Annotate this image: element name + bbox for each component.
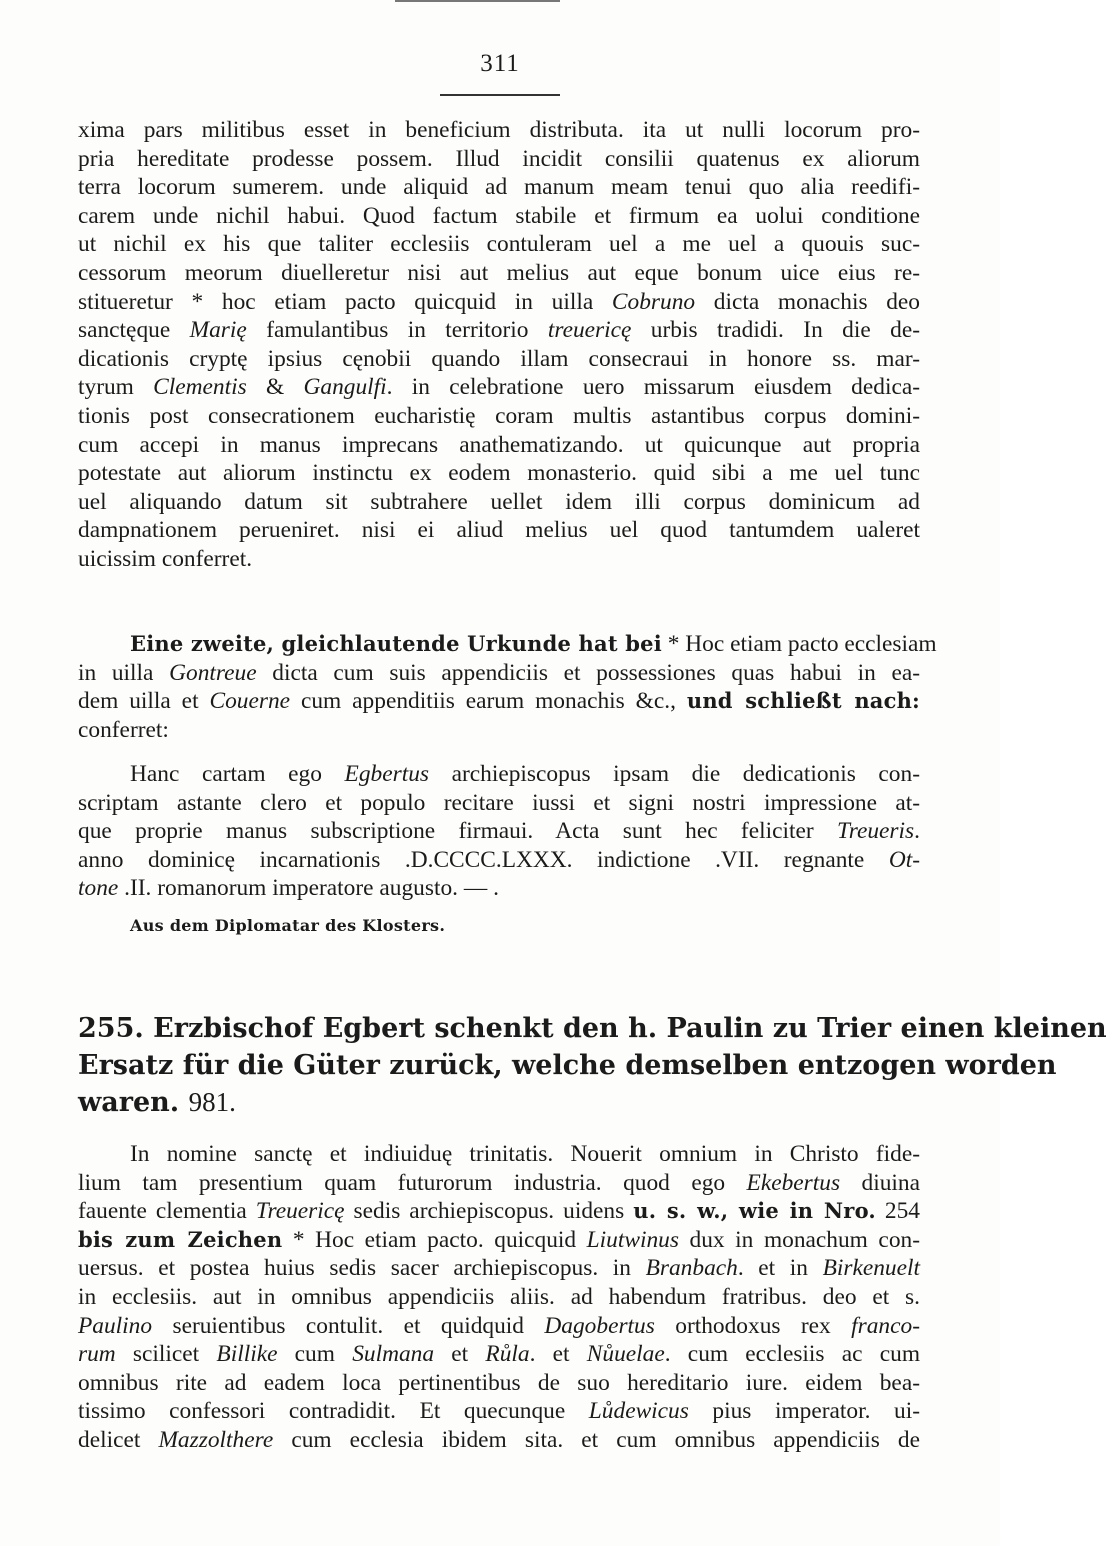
text-run: famulantibus in territorio bbox=[246, 317, 548, 344]
text-run: dux in monachum con- bbox=[678, 1226, 920, 1253]
text-line: conferret: bbox=[78, 716, 169, 743]
heading-line: Ersatz für die Güter zurück, welche demselben entzogen worden bbox=[78, 1050, 1057, 1081]
name-ekebertus: Ekebertus bbox=[746, 1169, 841, 1196]
text-line: potestate aut aliorum instinctu ex eodem monasterio. quid sibi a me uel tunc bbox=[78, 460, 920, 487]
text-line: tionis post consecrationem eucharistię coram multis astantibus corpus domini- bbox=[78, 402, 920, 429]
text-run: lium tam presentium quam futurorum industria. quod ego bbox=[78, 1169, 747, 1196]
text-run: sedis archiepiscopus. uidens bbox=[344, 1198, 634, 1225]
text-run: delicet bbox=[78, 1426, 159, 1453]
text-line: cum accepi in manus imprecans anathematizando. ut quicunque aut propria bbox=[78, 431, 920, 458]
text-line: in ecclesiis. aut in omnibus appendiciis aliis. ad habendum fratribus. deo et s. bbox=[78, 1283, 920, 1310]
german-note: und schließt nach: bbox=[686, 688, 920, 714]
place-name-mazzolthere: Mazzolthere bbox=[158, 1426, 274, 1453]
text-run: tissimo confessori contradidit. Et quecunque bbox=[78, 1398, 589, 1425]
text-run: dem uilla et bbox=[78, 688, 210, 715]
text-line: ut nichil ex his que taliter ecclesiis contuleram uel a me uel a quouis suc- bbox=[78, 231, 920, 258]
place-name-treuerice: Treuericę bbox=[255, 1198, 345, 1225]
text-line: cessorum meorum diuelleretur nisi aut melius aut eque bonum uice eius re- bbox=[78, 259, 920, 286]
place-name-birkenuelt: Birkenuelt bbox=[822, 1255, 921, 1282]
text-run: . bbox=[914, 818, 920, 845]
place-name-couerne: Couerne bbox=[209, 688, 291, 715]
text-line bbox=[78, 1254, 920, 1283]
text-line: dampnationem perueniret. nisi ei aliud melius uel quod tantumdem ualeret bbox=[78, 517, 920, 544]
text-run: seruientibus contulit. et quidquid bbox=[152, 1312, 545, 1339]
place-name-treuerice: treuericę bbox=[547, 317, 632, 344]
text-run: sanctęque bbox=[78, 317, 190, 344]
name-marie: Marię bbox=[189, 317, 247, 344]
text-line bbox=[78, 630, 937, 659]
name-otto: Ot- bbox=[888, 846, 920, 873]
text-run: cum ecclesia ibidem sita. et cum omnibus appendiciis de bbox=[273, 1426, 920, 1453]
place-name-sulmana: Sulmana bbox=[352, 1341, 435, 1368]
place-name-nuuelae: Nůuelae bbox=[586, 1341, 665, 1368]
heading-line bbox=[78, 1084, 920, 1121]
text-run: dicta monachis deo bbox=[695, 288, 921, 315]
text-run: stitueretur * hoc etiam pacto quicquid in uilla bbox=[78, 288, 612, 315]
text-line bbox=[78, 1226, 920, 1255]
text-run: fauente clementia bbox=[78, 1198, 256, 1225]
name-liutwinus: Liutwinus bbox=[586, 1226, 679, 1253]
text-run: scilicet bbox=[115, 1341, 217, 1368]
text-line: xima pars militibus esset in beneficium distributa. ita ut nulli locorum pro- bbox=[78, 117, 920, 143]
text-run: anno dominicę incarnationis .D.CCCC.LXXX. indictione .VII. regnante bbox=[78, 846, 889, 873]
text-run: cum appenditiis earum monachis &c., bbox=[290, 688, 687, 715]
page-number-rule bbox=[440, 94, 560, 96]
page-number: 311 bbox=[480, 50, 520, 77]
text-run: * Hoc etiam pacto ecclesiam bbox=[661, 631, 937, 657]
paragraph-charter-text bbox=[78, 116, 920, 574]
text-line bbox=[78, 1397, 920, 1426]
name-otto-cont: tone bbox=[78, 875, 119, 902]
name-ludewicus: Lůdewicus bbox=[588, 1398, 689, 1425]
place-name-treueris: Treueris bbox=[837, 818, 915, 845]
text-line bbox=[78, 817, 920, 846]
text-line bbox=[78, 846, 920, 875]
text-run: dicta cum suis appendiciis et possessiones quas habui in ea- bbox=[256, 659, 921, 686]
german-note: Eine zweite, gleichlautende Urkunde hat bei bbox=[130, 631, 662, 656]
text-run: 254 bbox=[875, 1198, 921, 1225]
place-name-gontreue: Gontreue bbox=[169, 659, 257, 686]
text-run: uersus. et postea huius sedis sacer archiepiscopus. in bbox=[78, 1255, 646, 1282]
place-name-billike: Billike bbox=[216, 1341, 278, 1368]
text-line bbox=[78, 1197, 920, 1226]
text-line bbox=[78, 874, 920, 903]
text-line bbox=[78, 316, 920, 345]
name-egbertus: Egbertus bbox=[344, 761, 429, 787]
text-line: dicationis cryptę ipsius cęnobii quando illam consecraui in honore ss. mar- bbox=[78, 345, 920, 372]
text-run: waren. bbox=[78, 1087, 189, 1118]
text-run: .II. romanorum imperatore augusto. — . bbox=[118, 875, 499, 902]
text-run: tyrum bbox=[78, 374, 154, 401]
text-run: cum bbox=[277, 1341, 353, 1368]
name-gangulfi: Gangulfi bbox=[303, 374, 387, 401]
text-line: uel aliquando datum sit subtrahere uellet idem illi corpus dominicum ad bbox=[78, 488, 920, 515]
text-run: . et in bbox=[737, 1255, 823, 1282]
text-line: uicissim conferret. bbox=[78, 545, 253, 572]
place-name-branbach: Branbach bbox=[645, 1255, 738, 1282]
text-line: omnibus rite ad eadem loca pertinentibus de suo hereditario iure. eidem bea- bbox=[78, 1369, 920, 1396]
text-line bbox=[78, 687, 920, 716]
text-run: urbis tradidi. In die de- bbox=[631, 317, 921, 344]
text-line: In nomine sanctę et indiuiduę trinitatis. Nouerit omnium in Christo fide- bbox=[130, 1141, 920, 1167]
text-line bbox=[78, 1169, 920, 1198]
name-clementis: Clementis bbox=[153, 374, 247, 401]
text-run: Hanc cartam ego bbox=[130, 761, 345, 787]
text-line bbox=[78, 288, 920, 317]
text-run: . cum ecclesiis ac cum bbox=[664, 1341, 921, 1368]
paragraph-charter-closing bbox=[78, 760, 920, 903]
text-run: orthodoxus rex bbox=[654, 1312, 852, 1339]
section-heading-255 bbox=[78, 1010, 1107, 1121]
text-run: que proprie manus subscriptione firmaui. Acta sunt hec feliciter bbox=[78, 818, 838, 845]
german-note: bis zum Zeichen bbox=[78, 1226, 283, 1252]
text-line: terra locorum sumerem. unde aliquid ad manum meam tenui quo alia reedifi- bbox=[78, 174, 920, 201]
text-run: et bbox=[434, 1341, 486, 1368]
name-paulino: Paulino bbox=[78, 1312, 153, 1339]
source-note: Aus dem Diplomatar des Klosters. bbox=[130, 916, 446, 935]
text-line bbox=[78, 1426, 920, 1455]
text-run: pius imperator. ui- bbox=[688, 1398, 920, 1425]
text-line bbox=[78, 659, 920, 688]
text-run: in uilla bbox=[78, 659, 170, 686]
text-line: pria hereditate prodesse possem. Illud incidit consilii quatenus ex aliorum bbox=[78, 145, 920, 172]
heading-year: 981. bbox=[188, 1087, 236, 1117]
name-francorum: franco- bbox=[851, 1312, 920, 1339]
text-run: archiepiscopus ipsam die dedicationis con- bbox=[429, 761, 920, 787]
text-run: . et bbox=[529, 1341, 587, 1368]
text-run: & bbox=[246, 374, 304, 401]
text-line bbox=[78, 1340, 920, 1369]
place-name-cobruno: Cobruno bbox=[611, 288, 696, 315]
text-line bbox=[78, 373, 920, 402]
heading-line: 255. Erzbischof Egbert schenkt den h. Paulin zu Trier einen kleinen bbox=[78, 1013, 1107, 1044]
text-line bbox=[78, 1312, 920, 1341]
paragraph-second-charter-note bbox=[78, 630, 937, 744]
text-line: scriptam astante clero et populo recitare iussi et signi nostri impressione at- bbox=[78, 789, 920, 816]
name-dagobertus: Dagobertus bbox=[544, 1312, 655, 1339]
german-note: u. s. w., wie in Nro. bbox=[633, 1198, 876, 1224]
text-run: * Hoc etiam pacto. quicquid bbox=[282, 1226, 587, 1253]
text-line bbox=[78, 760, 920, 789]
name-francorum-cont: rum bbox=[78, 1341, 116, 1368]
text-run: . in celebratione uero missarum eiusdem dedica- bbox=[386, 374, 920, 401]
text-run: diuina bbox=[840, 1169, 920, 1196]
place-name-rula: Růla bbox=[485, 1341, 530, 1368]
text-line: carem unde nichil habui. Quod factum stabile et firmum ea uolui conditione bbox=[78, 202, 920, 229]
paragraph-charter-981 bbox=[78, 1140, 920, 1455]
top-edge-rule bbox=[395, 0, 560, 2]
